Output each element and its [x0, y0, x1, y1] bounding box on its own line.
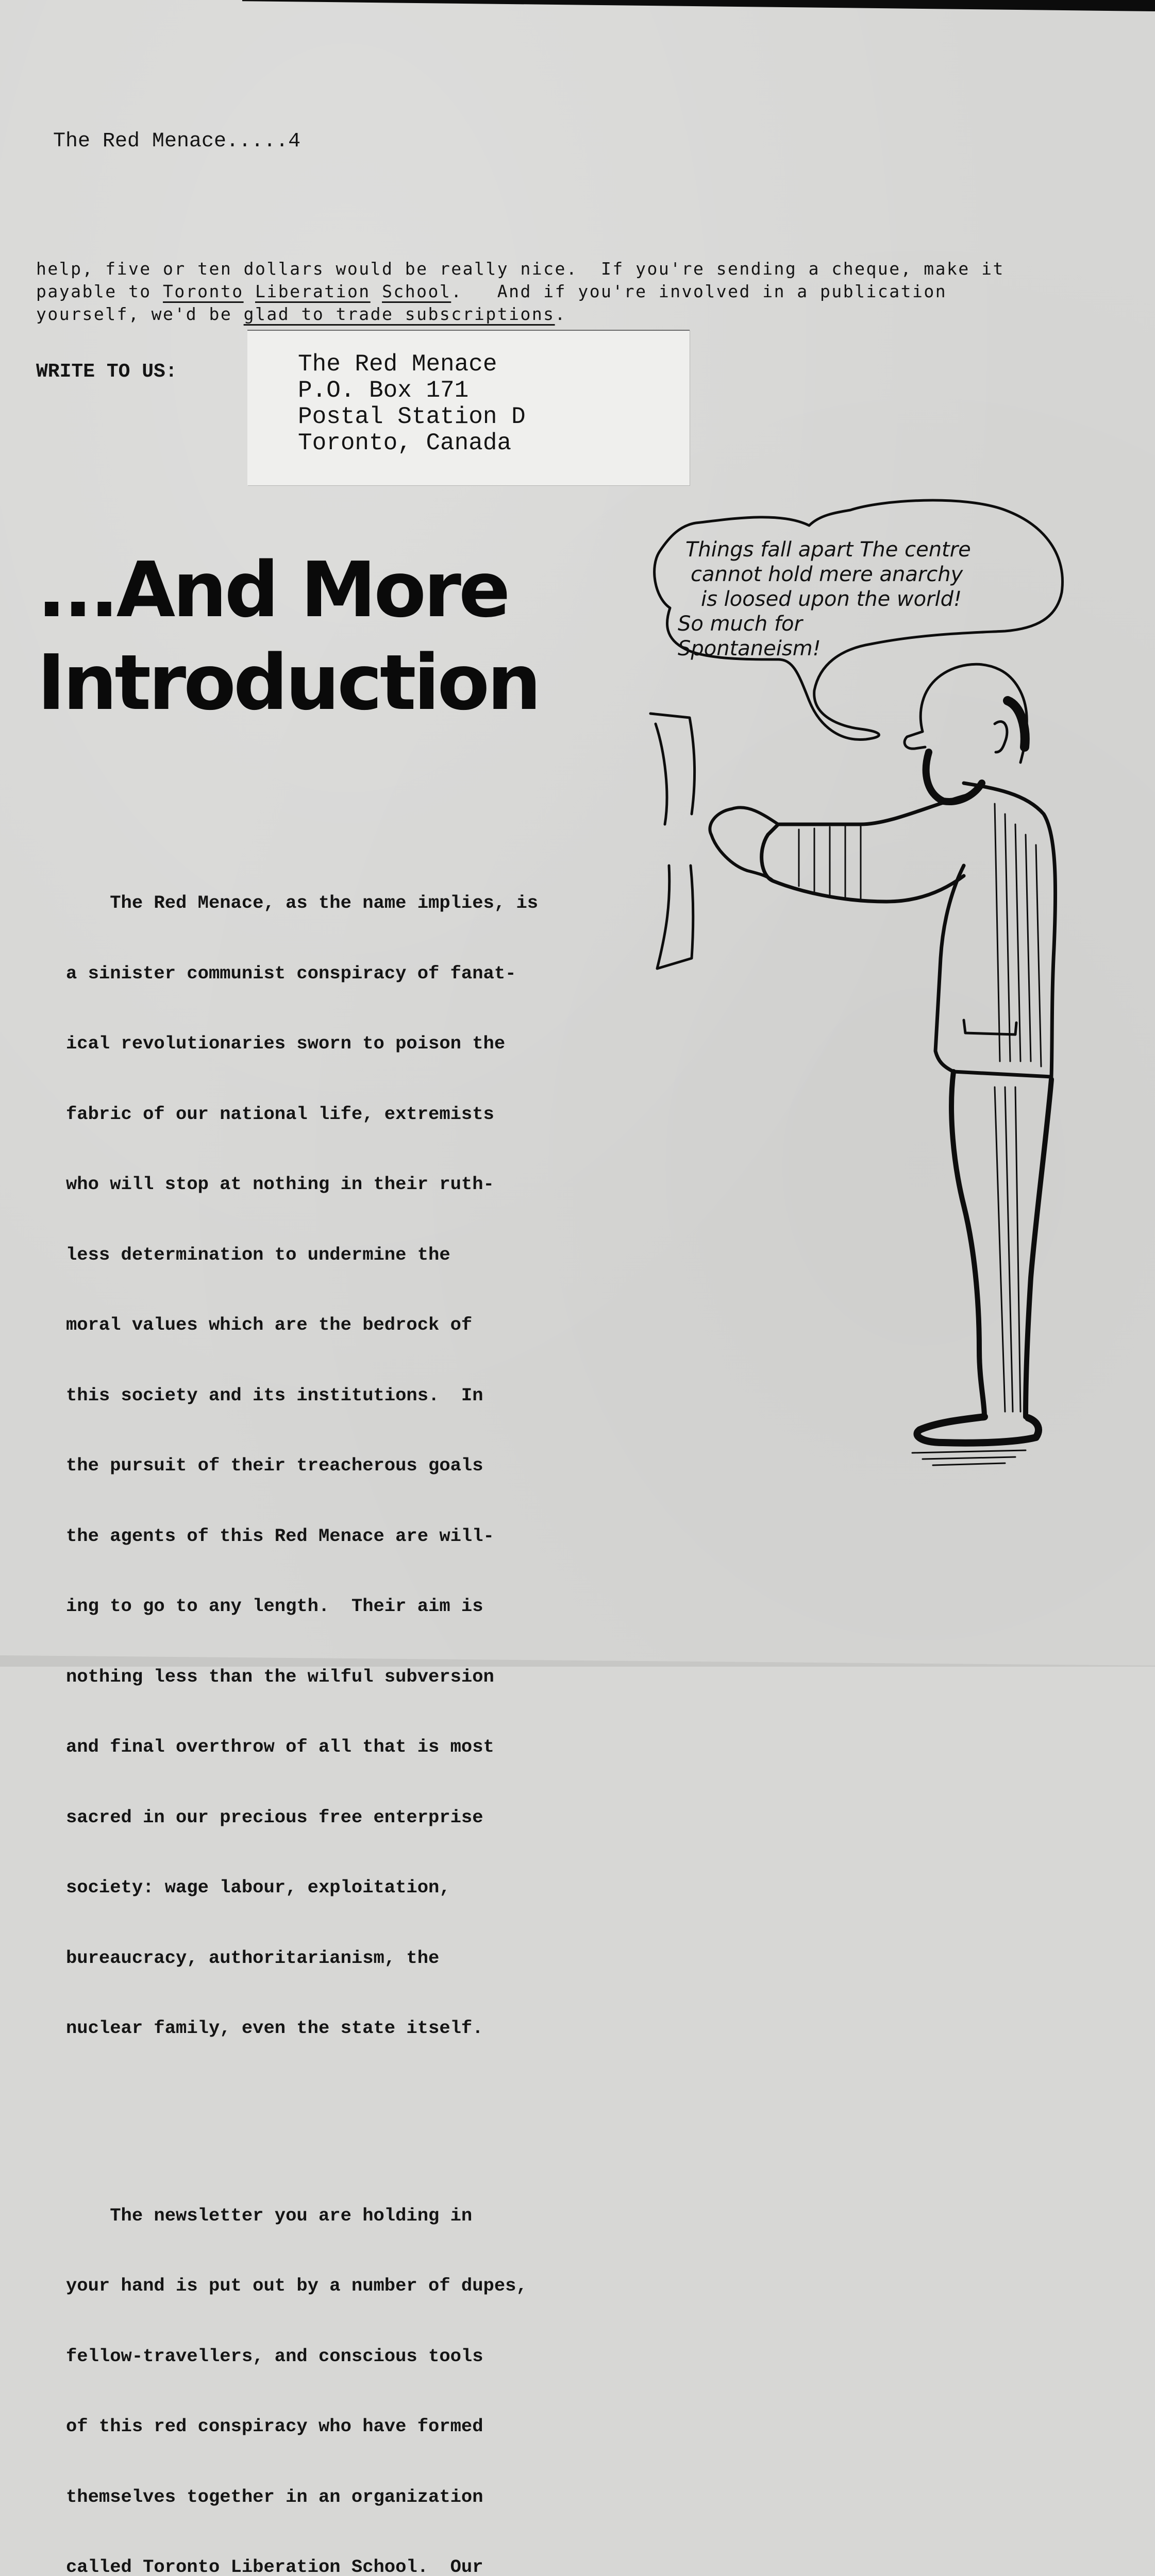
address-line: P.O. Box 171 — [298, 378, 526, 404]
underlined-toronto: Toronto — [163, 281, 244, 301]
ground-hatching — [912, 1450, 1026, 1465]
address-line: Postal Station D — [298, 404, 526, 430]
trousers — [951, 1072, 1051, 1417]
speech-line: Things fall apart The centre — [685, 538, 971, 562]
address-block — [298, 351, 526, 456]
hatching — [799, 804, 1041, 1412]
underlined-trade: glad to trade subscriptions — [244, 304, 555, 324]
speech-text — [678, 538, 971, 660]
body-line: The newsletter you are holding in — [66, 2204, 581, 2228]
scan-edge-top — [242, 0, 1155, 11]
intro-line-2 — [36, 280, 1041, 303]
body-line: who will stop at nothing in their ruth- — [66, 1173, 581, 1196]
address-line: The Red Menace — [298, 351, 526, 378]
address-label — [247, 330, 690, 485]
headline-line-2: Introduction — [37, 636, 539, 729]
shoe — [917, 1417, 1039, 1443]
speech-line: cannot hold mere anarchy — [691, 563, 964, 586]
body-line: called Toronto Liberation School. Our — [66, 2555, 581, 2576]
article-headline — [37, 544, 539, 729]
intro-line-1: help, five or ten dollars would be really nice. If you're sending a cheque, make it — [36, 258, 1041, 280]
body-line: fabric of our national life, extremists — [66, 1103, 581, 1126]
body-line: themselves together in an organization — [66, 2485, 581, 2509]
body-line: society: wage labour, exploitation, — [66, 1876, 581, 1900]
intro-line-3 — [36, 303, 1041, 326]
article-body — [66, 798, 581, 2576]
intro-text: . And if you're involved in a publication — [451, 281, 947, 301]
body-line: moral values which are the bedrock of — [66, 1313, 581, 1337]
write-to-us-label: WRITE TO US: — [36, 361, 177, 383]
paragraph-2 — [66, 2157, 581, 2576]
body-line: fellow-travellers, and conscious tools — [66, 2345, 581, 2368]
body-line: of this red conspiracy who have formed — [66, 2415, 581, 2438]
speech-line: is loosed upon the world! — [701, 587, 962, 611]
body-line: nothing less than the wilful subversion — [66, 1665, 581, 1689]
body-line: The Red Menace, as the name implies, is — [66, 891, 581, 915]
body-line: this society and its institutions. In — [66, 1384, 581, 1408]
body-line: nuclear family, even the state itself. — [66, 2016, 581, 2040]
paper-sheet — [650, 714, 695, 969]
body-line: a sinister communist conspiracy of fanat- — [66, 962, 581, 986]
intro-text: yourself, we'd be — [36, 304, 244, 324]
body-line: sacred in our precious free enterprise — [66, 1806, 581, 1829]
head — [920, 664, 1027, 762]
intro-paragraph — [36, 258, 1041, 326]
underlined-school: School — [382, 281, 451, 301]
intro-text: . — [555, 304, 566, 324]
cartoon-illustration — [644, 495, 1108, 1515]
body-line: the pursuit of their treacherous goals — [66, 1454, 581, 1478]
body-line: bureaucracy, authoritarianism, the — [66, 1946, 581, 1970]
intro-text: payable to — [36, 281, 163, 301]
headline-line-1: ...And More — [37, 544, 539, 636]
running-head: The Red Menace.....4 — [53, 130, 300, 153]
hand — [710, 807, 778, 881]
paragraph-1 — [66, 844, 581, 2087]
body-line: the agents of this Red Menace are will- — [66, 1524, 581, 1548]
body-line: and final overthrow of all that is most — [66, 1735, 581, 1759]
body-line: your hand is put out by a number of dupes, — [66, 2274, 581, 2298]
body-line: less determination to undermine the — [66, 1243, 581, 1267]
speech-line: Spontaneism! — [678, 637, 821, 660]
arm — [762, 793, 974, 902]
address-line: Toronto, Canada — [298, 430, 526, 456]
body-line: ing to go to any length. Their aim is — [66, 1595, 581, 1618]
underlined-liberation: Liberation — [255, 281, 371, 301]
speech-line: So much for — [678, 612, 804, 636]
body-line: ical revolutionaries sworn to poison the — [66, 1032, 581, 1056]
